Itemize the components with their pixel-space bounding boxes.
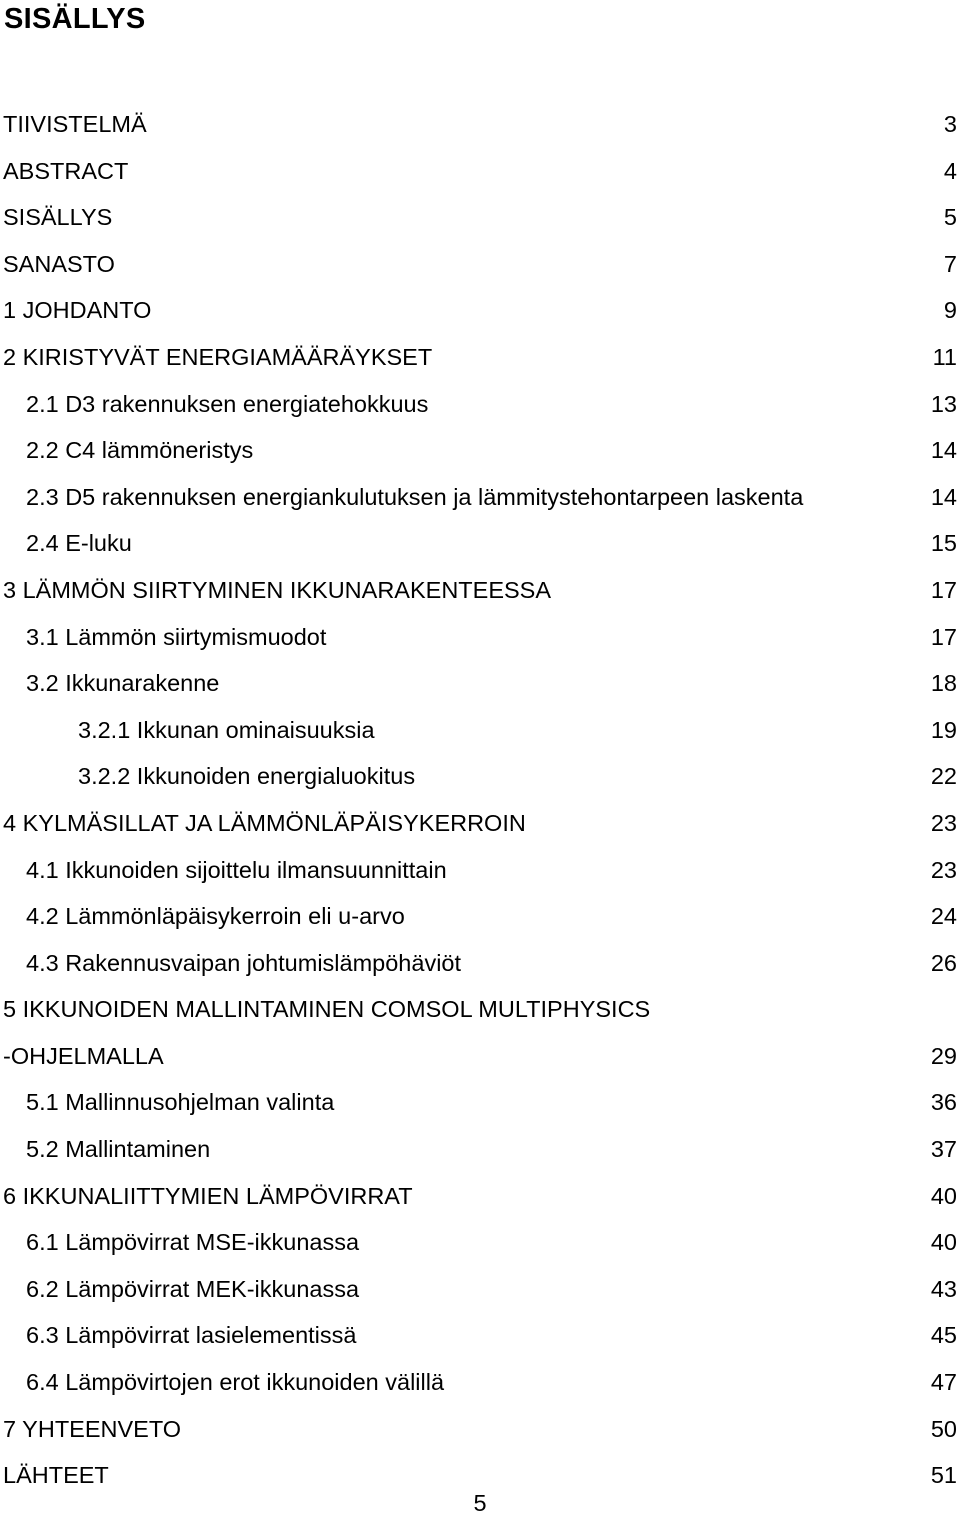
toc-entry-title: 3.2.1 Ikkunan ominaisuuksia (78, 716, 375, 743)
toc-entry-page: 14 (930, 437, 957, 464)
toc-entry-page: 7 (943, 250, 957, 277)
toc-entry-title: 6.1 Lämpövirrat MSE-ikkunassa (26, 1229, 360, 1256)
toc-entry[interactable] (0, 800, 960, 847)
toc-entry[interactable] (0, 1406, 960, 1453)
toc-entry[interactable] (0, 1033, 960, 1080)
toc-entry[interactable] (0, 986, 960, 1033)
toc-entry-page: 9 (943, 297, 957, 324)
toc-entry-page: 23 (930, 809, 957, 836)
toc-entry-page: 51 (930, 1462, 957, 1489)
toc-entry-title: -OHJELMALLA (3, 1042, 164, 1069)
toc-entry[interactable] (0, 1359, 960, 1406)
toc-entry-title: 5 IKKUNOIDEN MALLINTAMINEN COMSOL MULTIPHYSICS (3, 996, 651, 1023)
toc-entry-page: 50 (930, 1415, 957, 1442)
toc-entry[interactable] (0, 474, 960, 521)
toc-entry-title: 2.2 C4 lämmöneristys (26, 437, 254, 464)
toc-entry-title: 4 KYLMÄSILLAT JA LÄMMÖNLÄPÄISYKERROIN (3, 809, 526, 836)
toc-entry-title: 3.1 Lämmön siirtymismuodot (26, 623, 327, 650)
toc-entry-title: 2 KIRISTYVÄT ENERGIAMÄÄRÄYKSET (3, 343, 433, 370)
toc-entry-title: 1 JOHDANTO (3, 297, 152, 324)
toc-entry-page: 36 (930, 1089, 957, 1116)
toc-entry-title: 2.4 E-luku (26, 530, 132, 557)
toc-entry-page: 11 (932, 343, 957, 370)
toc-entry-title: 2.1 D3 rakennuksen energiatehokkuus (26, 390, 429, 417)
page-title: SISÄLLYS (4, 3, 146, 35)
toc-entry-page: 40 (930, 1182, 957, 1209)
toc-entry[interactable] (0, 427, 960, 474)
toc-entry-page: 23 (930, 856, 957, 883)
toc-entry-page: 40 (930, 1229, 957, 1256)
toc-entry-title: 3.2 Ikkunarakenne (26, 670, 220, 697)
toc-entry-title: 3.2.2 Ikkunoiden energialuokitus (78, 763, 416, 790)
toc-entry-title: 3 LÄMMÖN SIIRTYMINEN IKKUNARAKENTEESSA (3, 576, 552, 603)
toc-entry[interactable] (0, 660, 960, 707)
toc-entry[interactable] (0, 567, 960, 614)
toc-entry-title: 4.3 Rakennusvaipan johtumislämpöhäviöt (26, 949, 462, 976)
toc-entry-page: 14 (930, 483, 957, 510)
toc-entry[interactable] (0, 194, 960, 241)
toc-entry[interactable] (0, 753, 960, 800)
toc-entry-page: 43 (930, 1275, 957, 1302)
toc-entry-title: 2.3 D5 rakennuksen energiankulutuksen ja lämmitystehontarpeen laskenta (26, 483, 804, 510)
page-number: 5 (473, 1490, 487, 1516)
toc-entry-title: TIIVISTELMÄ (3, 111, 147, 137)
toc-entry-page: 18 (930, 670, 957, 697)
toc-entry[interactable] (0, 1312, 960, 1359)
toc-entry-page: 13 (930, 390, 957, 417)
toc-entry-title: SANASTO (3, 250, 115, 277)
toc-entry-page: 17 (930, 576, 957, 603)
toc-entry[interactable] (0, 1126, 960, 1173)
toc-entry-page: 26 (930, 949, 957, 976)
toc-entry-title: LÄHTEET (3, 1462, 109, 1489)
toc-entry-title: ABSTRACT (3, 157, 129, 184)
toc-entry[interactable] (0, 940, 960, 987)
toc-entry-title: 4.2 Lämmönläpäisykerroin eli u-arvo (26, 903, 405, 930)
toc-entry[interactable] (0, 520, 960, 567)
toc-entry[interactable] (0, 287, 960, 334)
toc-entry-page: 5 (943, 204, 957, 231)
toc-entry[interactable] (0, 334, 960, 381)
toc-entry-page: 29 (930, 1042, 957, 1069)
toc-entry[interactable] (0, 1266, 960, 1313)
toc-entry[interactable] (0, 847, 960, 894)
toc-entry-page: 45 (930, 1322, 957, 1349)
toc-entry-page: 15 (930, 530, 957, 557)
toc-entry-page: 3 (943, 111, 957, 137)
toc-entry-title: 5.1 Mallinnusohjelman valinta (26, 1089, 335, 1116)
toc-entry[interactable] (0, 614, 960, 661)
toc-entry-title: 6.2 Lämpövirrat MEK-ikkunassa (26, 1275, 360, 1302)
toc-entry[interactable] (0, 101, 960, 148)
toc-entry-title: SISÄLLYS (3, 204, 113, 231)
toc-entry-page: 47 (930, 1369, 957, 1396)
toc-entry[interactable] (0, 381, 960, 428)
toc-entry-title: 6 IKKUNALIITTYMIEN LÄMPÖVIRRAT (3, 1182, 413, 1209)
toc-entry-page: 37 (930, 1136, 957, 1163)
toc-entry-title: 7 YHTEENVETO (3, 1415, 182, 1442)
toc-entry[interactable] (0, 241, 960, 288)
toc-entry-page: 4 (943, 157, 957, 184)
toc-entry-title: 4.1 Ikkunoiden sijoittelu ilmansuunnittain (26, 856, 447, 883)
toc-entry-title: 6.4 Lämpövirtojen erot ikkunoiden välillä (26, 1369, 445, 1396)
toc-entry[interactable] (0, 1173, 960, 1220)
toc-entry-page: 19 (930, 716, 957, 743)
toc-entry-page: 17 (930, 623, 957, 650)
toc-entry-page: 24 (930, 903, 957, 930)
toc-entry[interactable] (0, 707, 960, 754)
toc-entry-page: 22 (930, 763, 957, 790)
toc-entry[interactable] (0, 148, 960, 195)
toc-entry-title: 6.3 Lämpövirrat lasielementissä (26, 1322, 357, 1349)
toc-entry-title: 5.2 Mallintaminen (26, 1136, 211, 1163)
toc-entry[interactable] (0, 893, 960, 940)
table-of-contents (0, 101, 960, 1499)
toc-entry[interactable] (0, 1079, 960, 1126)
toc-entry[interactable] (0, 1219, 960, 1266)
